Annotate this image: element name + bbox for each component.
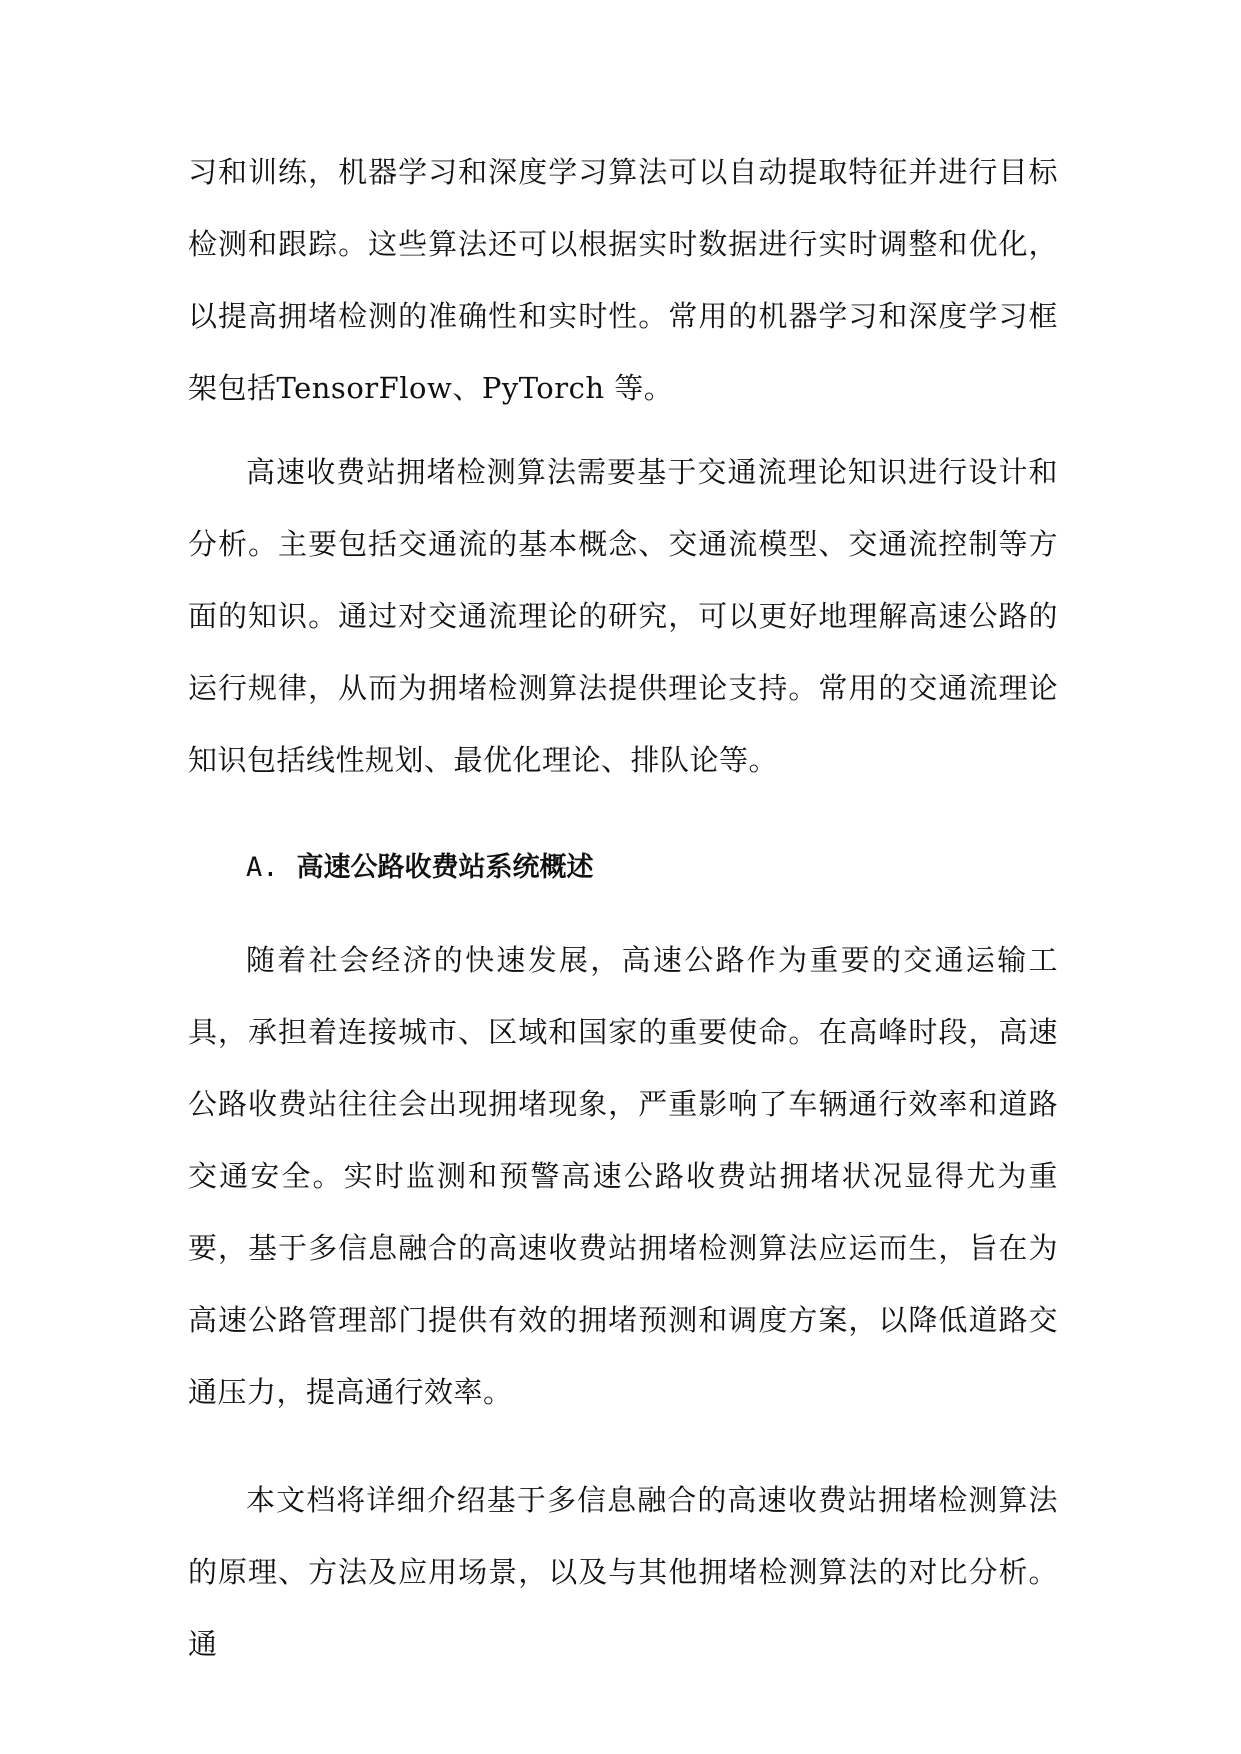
paragraph-traffic-flow-theory: 高速收费站拥堵检测算法需要基于交通流理论知识进行设计和分析。主要包括交通流的基本概念、交通流模型、交通流控制等方面的知识。通过对交通流理论的研究，可以更好地理解高速公路的运行规律，从而为拥堵检测算法提供理论支持。常用的交通流理论知识包括线性规划、最优化理论、排队论等。 — [188, 455, 1058, 777]
paragraph-document-intro: 本文档将详细介绍基于多信息融合的高速收费站拥堵检测算法的原理、方法及应用场景，以及与其他拥堵检测算法的对比分析。通 — [188, 1483, 1058, 1661]
section-heading — [246, 848, 594, 888]
section-title: 高速公路收费站系统概述 — [296, 852, 594, 883]
paragraph-ml-frameworks: 习和训练，机器学习和深度学习算法可以自动提取特征并进行目标检测和跟踪。这些算法还可以根据实时数据进行实时调整和优化，以提高拥堵检测的准确性和实时性。常用的机器学习和深度学习框架包括TensorFlow、PyTorch 等。 — [188, 155, 1058, 405]
paragraph-background: 随着社会经济的快速发展，高速公路作为重要的交通运输工具，承担着连接城市、区域和国家的重要使命。在高峰时段，高速公路收费站往往会出现拥堵现象，严重影响了车辆通行效率和道路交通安全。实时监测和预警高速公路收费站拥堵状况显得尤为重要，基于多信息融合的高速收费站拥堵检测算法应运而生，旨在为高速公路管理部门提供有效的拥堵预测和调度方案，以降低道路交通压力，提高通行效率。 — [188, 943, 1058, 1409]
section-number: A. — [246, 852, 279, 883]
